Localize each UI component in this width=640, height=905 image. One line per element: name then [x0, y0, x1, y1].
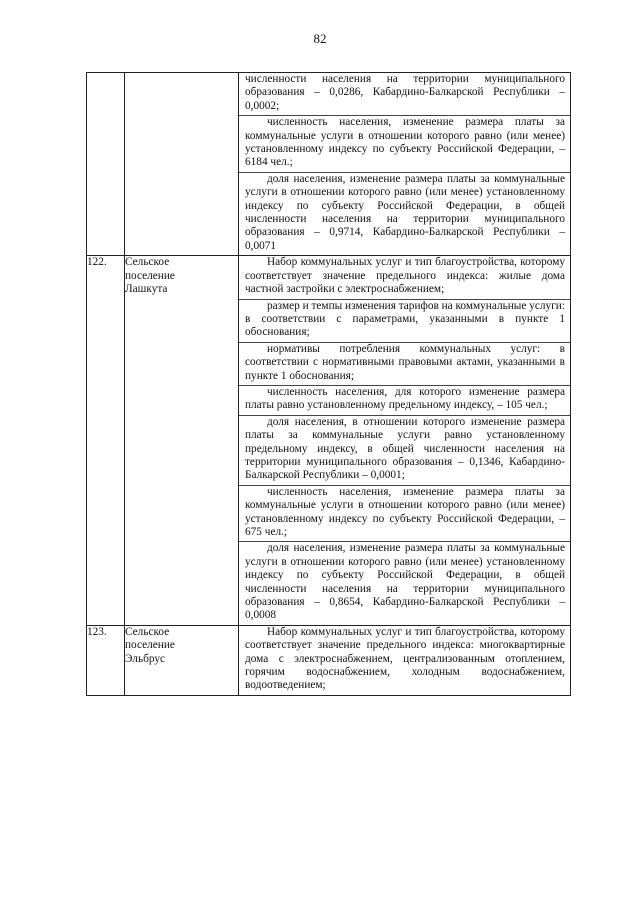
- description-paragraph: численности населения на территории муниципального образования – 0,0286, Кабардино-Балкарской Республики – 0,0002;: [245, 73, 565, 112]
- description-paragraph: нормативы потребления коммунальных услуг: в соответствии с нормативными правовыми актами, указанными в пункте 1 обоснования;: [239, 342, 570, 385]
- description-cell: [239, 256, 571, 626]
- settlement-name: [125, 256, 239, 626]
- description-paragraph: численность населения, изменение размера платы за коммунальные услуги в отношении которого равно (или менее) установленному индексу по субъекту Российской Федерации, – 675 чел.;: [239, 485, 570, 542]
- description-paragraph: численность населения, для которого изменение размера платы равно установленному предельному индексу, – 105 чел.;: [239, 385, 570, 415]
- description-paragraph: доля населения, изменение размера платы за коммунальные услуги в отношении которого равно (или менее) установленному индексу по субъекту Российской Федерации, в общей численности населения на территории муниципального образования – 0,8654, Кабардино-Балкарской Республики – 0,0008: [239, 541, 570, 624]
- page-number: 82: [313, 31, 327, 46]
- description-paragraph: размер и темпы изменения тарифов на коммунальные услуги: в соответствии с параметрами, указанными в пункте 1 обоснования;: [239, 299, 570, 342]
- description-cell: [239, 73, 571, 256]
- settlement-name-line: Сельское: [125, 625, 170, 638]
- settlement-name: [125, 73, 239, 256]
- row-number: 123.: [87, 625, 125, 695]
- settlements-table: [86, 72, 571, 696]
- settlement-name-line: Сельское: [125, 256, 170, 269]
- row-number: [87, 73, 125, 256]
- description-paragraph: Набор коммунальных услуг и тип благоустройства, которому соответствует значение предельного индекса: многоквартирные дома с электроснабжением, централизованным отоплением, горячим водоснабжением, холодным водоснабжением, водоотведением;: [245, 625, 565, 692]
- description-paragraph: Набор коммунальных услуг и тип благоустройства, которому соответствует значение предельного индекса: жилые дома частной застройки с электроснабжением;: [245, 256, 565, 296]
- table-row: [87, 256, 571, 626]
- settlement-name-line: Лашкута: [125, 283, 168, 296]
- table-body: [87, 73, 571, 696]
- settlement-name-line: поселение: [125, 639, 175, 652]
- table-row: [87, 73, 571, 256]
- table-row: [87, 625, 571, 695]
- settlement-name-line: Эльбрус: [125, 652, 166, 665]
- row-number: 122.: [87, 256, 125, 626]
- description-cell: [239, 625, 571, 695]
- description-paragraph: доля населения, в отношении которого изменение размера платы за коммунальные услуги равно установленному предельному индексу, в общей численности населения на территории муниципального образования – 0,1346, Кабардино-Балкарской Республики – 0,0001;: [239, 415, 570, 485]
- description-paragraph: доля населения, изменение размера платы за коммунальные услуги в отношении которого равно (или менее) установленному индексу по субъекту Российской Федерации, в общей численности населения на территории муниципального образования – 0,9714, Кабардино-Балкарской Республики – 0,0071: [239, 172, 570, 255]
- description-paragraph: численность населения, изменение размера платы за коммунальные услуги в отношении которого равно (или менее) установленному индексу по субъекту Российской Федерации, – 6184 чел.;: [239, 115, 570, 172]
- settlement-name: [125, 625, 239, 695]
- settlement-name-line: поселение: [125, 269, 175, 282]
